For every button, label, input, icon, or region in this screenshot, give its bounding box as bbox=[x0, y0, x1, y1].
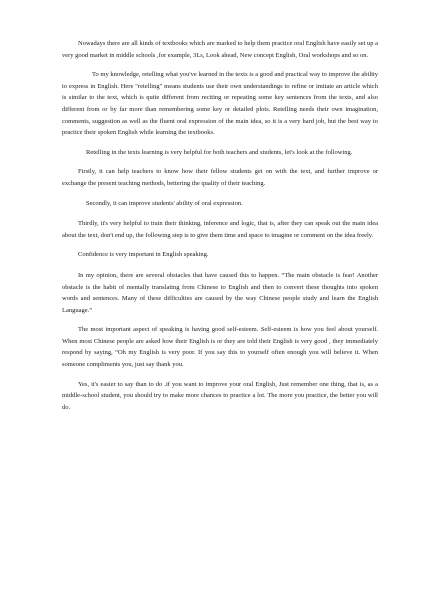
paragraph-intro: Nowadays there are all kinds of textbooks which are marked to help them practice oral English have easily set up a very good market in middle schools ,for example, 3Ls, Look ahead, New concept English, Oral workshops and so on. bbox=[62, 40, 378, 59]
paragraph-thirdly: Thirdly, it's very helpful to train their thinking, inference and logic, that is, after they can speak out the main idea about the text, don't end up, the following step is to give them time and space to imagine or comment on the idea freely. bbox=[62, 220, 378, 239]
paragraph-retelling-definition: To my knowledge, retelling what you've learned in the texts is a good and practical way to improve the ability to express in English. Here "retelling" means students use their own understandings to refine or imitate an article which is similar to the text, which is quite different from reciting or repeating some key sentences from the texts, and also different from or by far more than remembering some key or detailed plots. Retelling needs their own imagination, comments, suggestion as well as the fluent oral expression of the main idea, so it is a very hard job, but the best way to practice their spoken English while learning the textbooks. bbox=[62, 71, 378, 137]
paragraph-retelling-helpful: Retelling in the texts learning is very helpful for both teachers and students, let's look at the following. bbox=[86, 148, 353, 156]
paragraph-conclusion: Yes, it's easier to say than to do .if you want to improve your oral English, Just remember one thing, that is, as a middle-school student, you should try to make more chances to practice a lot. The more you practice, the better you will do. bbox=[62, 380, 378, 411]
paragraph-confidence: Confidence is very important in English speaking. bbox=[78, 251, 209, 259]
paragraph-self-esteem: The most important aspect of speaking is having good self-esteem. Self-esteem is how you feel about yourself. When most Chinese people are asked how their English is or they are told their English is very good , they immediately respond by saying, “Oh my English is very poor. If you say this to yourself often enough you will believe it. When someone compliments you, just say thank you. bbox=[62, 326, 378, 369]
document-body bbox=[62, 38, 378, 421]
paragraph-secondly: Secondly, it can improve students' ability of oral expression. bbox=[86, 199, 243, 207]
paragraph-firstly: Firstly, it can help teachers to know how their fellow students get on with the text, and further improve or exchange the present teaching methods, bettering the quality of their teaching. bbox=[62, 168, 378, 187]
paragraph-obstacles: In my opinion, there are several obstacles that have caused this to happen. “The main obstacle is fear! Another obstacle is the habit of mentally translating from Chinese to English and then to convert these thoughts into spoken words and sentences. Many of these difficulties are caused by the way Chinese people study and learn the English Language.” bbox=[62, 271, 378, 314]
